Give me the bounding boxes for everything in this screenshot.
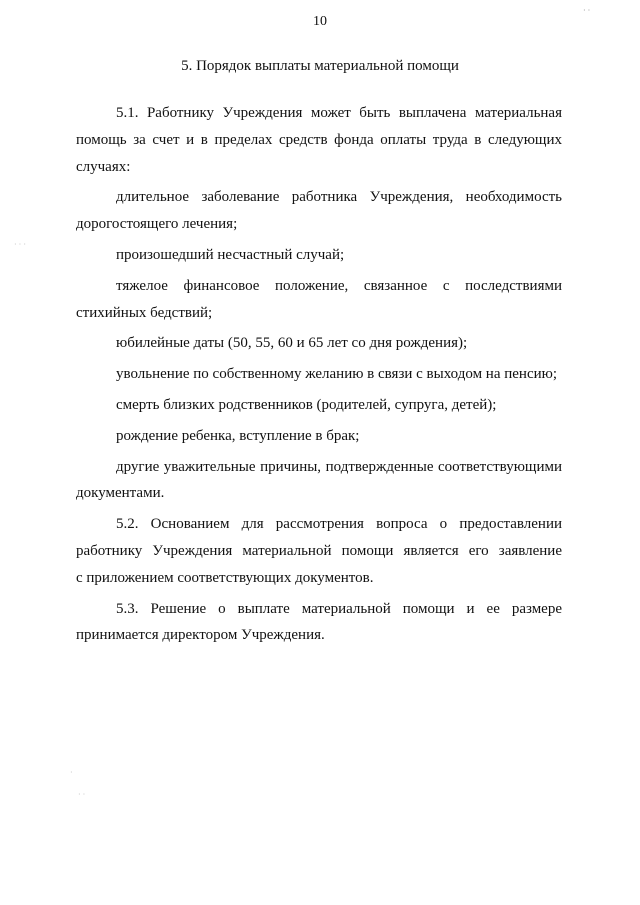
paragraph-5-2-line-3: с приложением соответствующих документов. [76,569,374,586]
case-other-line-1: другие уважительные причины, подтвержденные соответствующими [116,458,562,475]
scan-speck-top-right: · · [583,6,591,15]
case-illness-line-1: длительное заболевание работника Учреждения, необходимость [116,189,562,206]
case-financial-line-2: стихийных бедствий; [76,304,213,321]
scan-speck-left-3: · · [78,790,86,799]
case-illness-line-2: дорогостоящего лечения; [76,216,238,233]
page-number: 10 [313,14,327,29]
section-title: 5. Порядок выплаты материальной помощи [181,58,459,74]
paragraph-5-2-line-2: работнику Учреждения материальной помощи является его заявление [76,542,562,559]
paragraph-5-3-line-2: принимается директором Учреждения. [76,627,325,644]
paragraph-5-1-line-2: помощь за счет и в пределах средств фонда оплаты труда в следующих [76,131,562,148]
paragraph-5-2-line-1: 5.2. Основанием для рассмотрения вопроса о предоставлении [116,516,562,533]
paragraph-5-1-line-1: 5.1. Работнику Учреждения может быть выплачена материальная [116,105,562,121]
paragraph-5-3-line-1: 5.3. Решение о выплате материальной помощи и ее размере [116,600,562,617]
case-other-line-2: документами. [76,485,165,502]
document-body [76,101,562,650]
paragraph-5-1-line-3: случаях: [76,158,131,175]
case-retirement: увольнение по собственному желанию в связи с выходом на пенсию; [116,366,558,383]
case-anniversary: юбилейные даты (50, 55, 60 и 65 лет со дня рождения); [116,335,468,352]
case-financial-line-1: тяжелое финансовое положение, связанное с последствиями [116,277,562,294]
case-bereavement: смерть близких родственников (родителей, супруга, детей); [116,396,497,413]
case-birth-marriage: рождение ребенка, вступление в брак; [116,427,360,444]
scan-speck-left-1: · · · [14,240,26,249]
case-accident: произошедший несчастный случай; [116,246,345,263]
scan-speck-left-2: · [70,768,73,777]
